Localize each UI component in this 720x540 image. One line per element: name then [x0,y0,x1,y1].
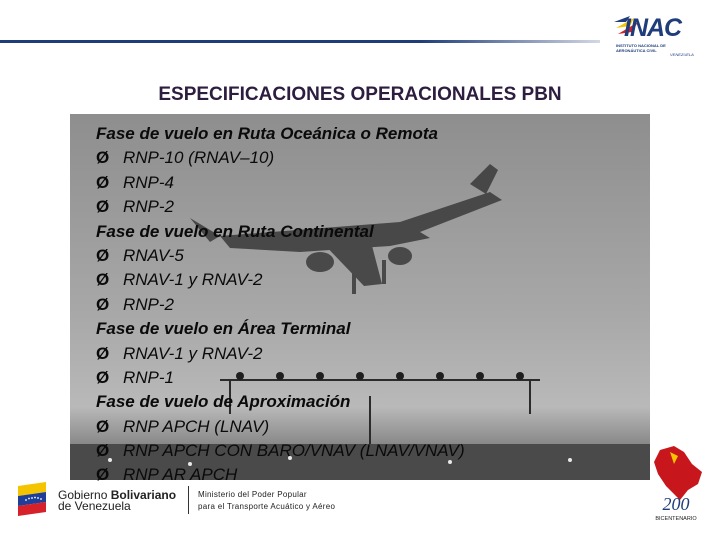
bullet-item [96,293,646,317]
bullet-text: RNP-4 [123,172,175,192]
section-heading [96,220,646,244]
bullet-item [96,146,646,170]
section-heading [96,390,646,414]
bullet-item [96,195,646,219]
government-country: de Venezuela [58,499,131,513]
footer-divider [188,486,189,514]
bicentennial-number: 200 [662,494,690,514]
arrow-bullet-icon: Ø [96,343,110,363]
bullet-text: RNP APCH CON BARO/VNAV (LNAV/VNAV) [123,441,465,461]
bullet-item [96,415,646,439]
arrow-bullet-icon: Ø [96,245,110,265]
bullet-text: RNP APCH (LNAV) [123,416,270,436]
bullet-item [96,366,646,390]
ministry-name: para el Transporte Acuático y Aéreo [198,502,336,511]
bicentennial-map-icon [640,442,712,532]
bullet-item [96,244,646,268]
arrow-bullet-icon: Ø [96,172,110,192]
section-heading [96,317,646,341]
bullet-text: RNP-1 [123,367,175,387]
bullet-item [96,342,646,366]
bullet-item [96,268,646,292]
government-label-bold: Bolivariano [110,488,177,502]
arrow-bullet-icon: Ø [96,148,110,168]
government-label-regular: Gobierno [58,488,111,502]
section-heading-text: Fase de vuelo en Área Terminal [96,319,351,339]
bullet-text: RNAV-1 y RNAV-2 [123,343,263,363]
bicentennial-text: BICENTENARIO [655,516,697,522]
logo-text: INAC [624,14,682,42]
bullet-item [96,171,646,195]
bullet-text: RNP-10 (RNAV–10) [123,148,275,168]
bullet-text: RNP-2 [123,197,175,217]
arrow-bullet-icon: Ø [96,441,110,461]
ministry-label: Ministerio del Poder Popular [198,490,307,499]
bicentennial-logo [640,442,712,532]
arrow-bullet-icon: Ø [96,197,110,217]
arrow-bullet-icon: Ø [96,270,110,290]
logo-tag: VENEZUELA [670,52,694,57]
logo-subtitle: INSTITUTO NACIONAL DE AERONÁUTICA CIVIL [616,43,666,53]
section-heading-text: Fase de vuelo de Aproximación [96,392,351,412]
bullet-text: RNP-2 [123,294,175,314]
bullet-item [96,439,646,463]
slide-content [96,122,646,488]
slide-title: ESPECIFICACIONES OPERACIONALES PBN [158,84,562,105]
arrow-bullet-icon: Ø [96,367,110,387]
section-heading-text: Fase de vuelo en Ruta Oceánica o Remota [96,124,439,143]
bullet-text: RNAV-5 [123,245,184,265]
arrow-bullet-icon: Ø [96,416,110,436]
section-heading-text: Fase de vuelo en Ruta Continental [96,221,374,241]
arrow-bullet-icon: Ø [96,465,110,485]
header-rule [0,40,600,43]
bullet-text: RNAV-1 y RNAV-2 [123,270,263,290]
bullet-item [96,463,646,487]
section-heading [96,122,646,146]
arrow-bullet-icon: Ø [96,294,110,314]
bullet-text: RNP AR APCH [123,465,238,485]
venezuela-flag-icon [14,480,50,518]
